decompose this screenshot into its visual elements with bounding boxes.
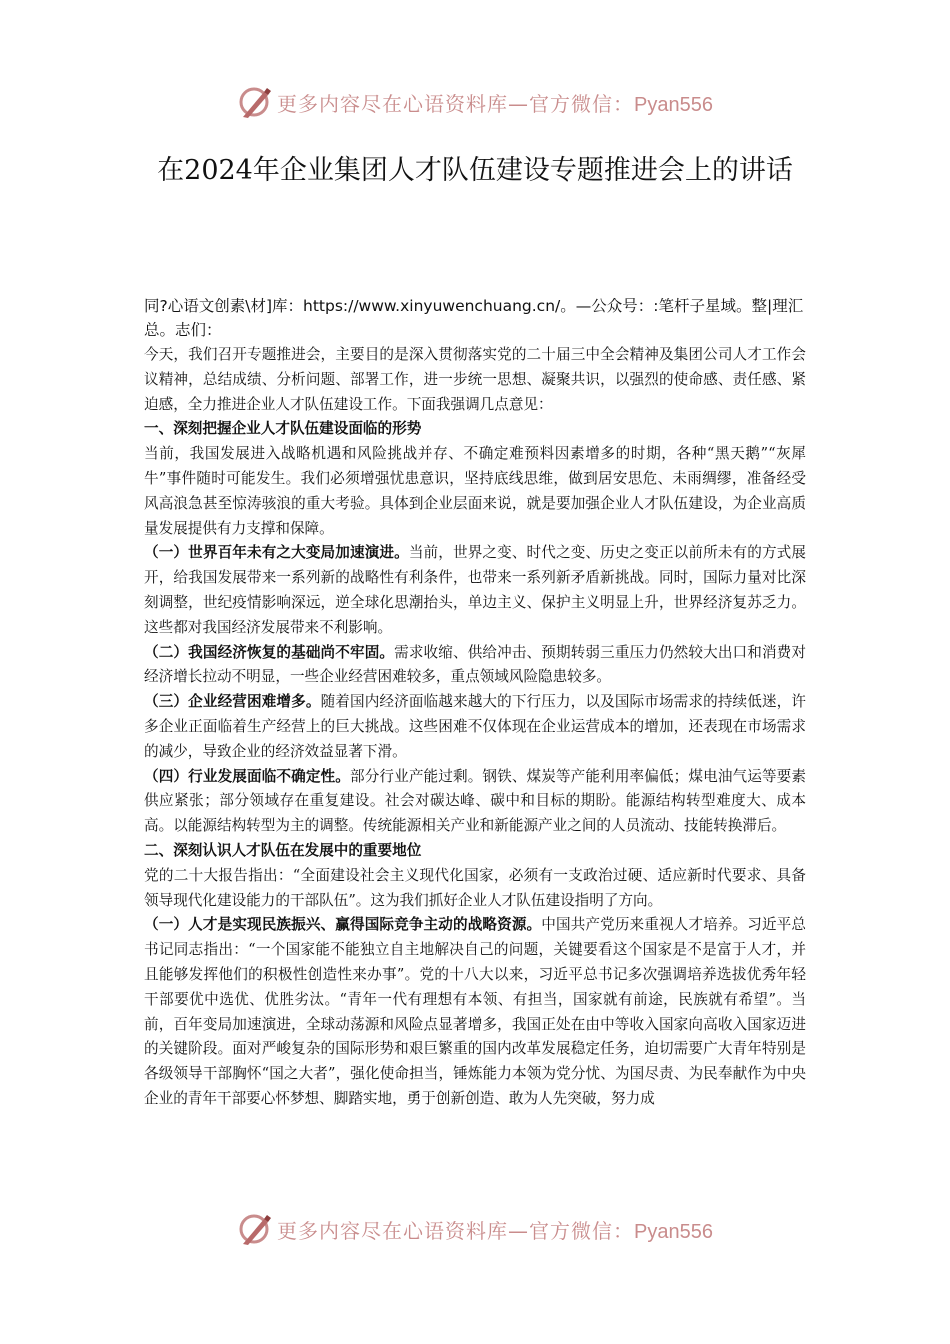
wechat-handle: Pyan556 xyxy=(634,1220,713,1243)
banner-text: 更多内容尽在心语资料库—官方微信：Pyan556 xyxy=(277,91,713,116)
document-body xyxy=(144,343,806,1112)
section-heading-1: 一、深刻把握企业人才队伍建设面临的形势 xyxy=(144,420,422,438)
section2-lead: 党的二十大报告指出：“全面建设社会主义现代化国家，必须有一支政治过硬、适应新时代要求、具备领导现代化建设能力的干部队伍”。这为我们抓好企业人才队伍建设指明了方向。 xyxy=(144,866,806,909)
wechat-handle: Pyan556 xyxy=(634,93,713,116)
section1-item-1: （一）世界百年未有之大变局加速演进。当前，世界之变、时代之变、历史之变正以前所未有的方式展开，给我国发展带来一系列新的战略性有利条件，也带来一系列新矛盾新挑战。同时，国际力量对比深刻调整，世纪疫情影响深远，逆全球化思潮抬头，单边主义、保护主义明显上升，世界经济复苏乏力。这些都对我国经济发展带来不利影响。 xyxy=(144,544,806,636)
section1-lead: 当前，我国发展进入战略机遇和风险挑战并存、不确定难预料因素增多的时期，各种“黑天鹅”“灰犀牛”事件随时可能发生。我们必须增强忧患意识，坚持底线思维，做到居安思危、未雨绸缪，准备经受风高浪急甚至惊涛骇浪的重大考验。具体到企业层面来说，就是要加强企业人才队伍建设，为企业高质量发展提供有力支撑和保障。 xyxy=(144,445,806,537)
pen-logo-icon xyxy=(237,1211,273,1247)
section1-item-2: （二）我国经济恢复的基础尚不牢固。需求收缩、供给冲击、预期转弱三重压力仍然较大出口和消费对经济增长拉动不明显，一些企业经营困难较多，重点领域风险隐患较多。 xyxy=(144,643,806,686)
pen-logo-icon xyxy=(237,84,273,120)
intro-paragraph: 今天，我们召开专题推进会，主要目的是深入贯彻落实党的二十届三中全会精神及集团公司人才工作会议精神，总结成绩、分析问题、部署工作，进一步统一思想、凝聚共识，以强烈的使命感、责任感、紧迫感，全力推进企业人才队伍建设工作。下面我强调几点意见： xyxy=(144,346,806,413)
footer-banner xyxy=(0,1209,950,1249)
section1-item-4: （四）行业发展面临不确定性。部分行业产能过剩。钢铁、煤炭等产能利用率偏低；煤电油气运等要素供应紧张；部分领域存在重复建设。社会对碳达峰、碳中和目标的期盼。能源结构转型难度大、成本高。以能源结构转型为主的调整。传统能源相关产业和新能源产业之间的人员流动、技能转换滞后。 xyxy=(144,767,806,835)
document-title: 在2024年企业集团人才队伍建设专题推进会上的讲话 xyxy=(157,155,793,186)
header-banner xyxy=(0,82,950,122)
section-heading-2: 二、深刻认识人才队伍在发展中的重要地位 xyxy=(144,841,422,859)
section2-item-1: （一）人才是实现民族振兴、赢得国际竞争主动的战略资源。中国共产党历来重视人才培养。习近平总书记同志指出：“一个国家能不能独立自主地解决自己的问题，关键要看这个国家是不是富于人才，并且能够发挥他们的积极性创造性来办事”。党的十八大以来，习近平总书记多次强调培养选拔优秀年轻干部要优中选优、优胜劣汰。“青年一代有理想有本领、有担当，国家就有前途，民族就有希望”。当前，百年变局加速演进，全球动荡源和风险点显著增多，我国正处在由中等收入国家向高收入国家迈进的关键阶段。面对严峻复杂的国际形势和艰巨繁重的国内改革发展稳定任务，迫切需要广大青年特别是各级领导干部胸怀“国之大者”，强化使命担当，锤炼能力本领为党分忧、为国尽责、为民奉献作为中央企业的青年干部要心怀梦想、脚踏实地，勇于创新创造、敢为人先突破，努力成 xyxy=(144,916,806,1107)
source-line: 同?心语文创素\材]库：https://www.xinyuwenchuang.cn/。—公众号：:笔杆子星域。整|理汇总。志们： xyxy=(144,297,804,339)
section1-item-3: （三）企业经营困难增多。随着国内经济面临越来越大的下行压力，以及国际市场需求的持续低迷，许多企业正面临着生产经营上的巨大挑战。这些困难不仅体现在企业运营成本的增加，还表现在市场需求的减少，导致企业的经济效益显著下滑。 xyxy=(144,693,806,760)
banner-text: 更多内容尽在心语资料库—官方微信：Pyan556 xyxy=(277,1218,713,1243)
